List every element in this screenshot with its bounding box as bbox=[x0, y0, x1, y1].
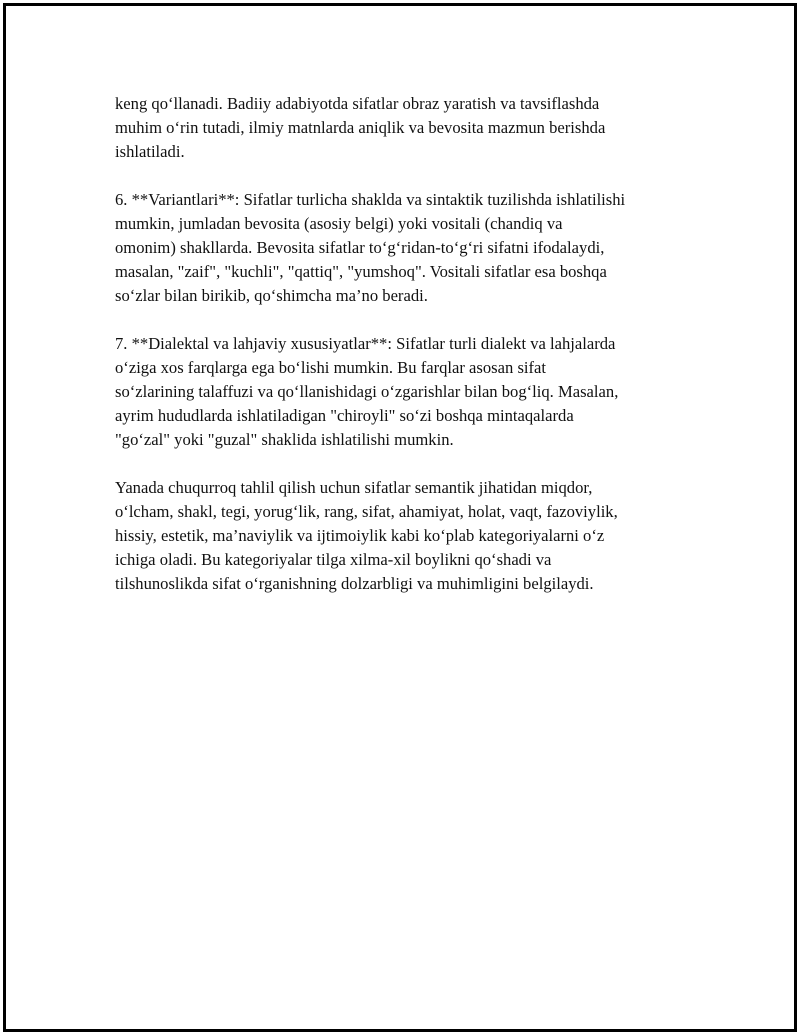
paragraph-dialects bbox=[115, 332, 705, 452]
text-line: 7. **Dialektal va lahjaviy xususiyatlar**: Sifatlar turli dialekt va lahjalarda bbox=[115, 334, 616, 353]
paragraph-conclusion bbox=[115, 476, 705, 596]
paragraph-usage bbox=[115, 92, 705, 164]
document-body bbox=[115, 92, 705, 620]
text-line: ishlatiladi. bbox=[115, 142, 185, 161]
text-line: ichiga oladi. Bu kategoriyalar tilga xilma-xil boylikni qo‘shadi va bbox=[115, 550, 552, 569]
text-line: omonim) shakllarda. Bevosita sifatlar to‘g‘ridan-to‘g‘ri sifatni ifodalaydi, bbox=[115, 238, 605, 257]
text-line: o‘ziga xos farqlarga ega bo‘lishi mumkin. Bu farqlar asosan sifat bbox=[115, 358, 547, 377]
text-line: so‘zlar bilan birikib, qo‘shimcha ma’no beradi. bbox=[115, 286, 428, 305]
text-line: muhim o‘rin tutadi, ilmiy matnlarda aniqlik va bevosita mazmun berishda bbox=[115, 118, 606, 137]
text-line: hissiy, estetik, ma’naviylik va ijtimoiylik kabi ko‘plab kategoriyalarni o‘z bbox=[115, 526, 605, 545]
text-line: ayrim hududlarda ishlatiladigan "chiroyli" so‘zi boshqa mintaqalarda bbox=[115, 406, 574, 425]
text-line: o‘lcham, shakl, tegi, yorug‘lik, rang, sifat, ahamiyat, holat, vaqt, fazoviylik, bbox=[115, 502, 618, 521]
text-line: keng qo‘llanadi. Badiiy adabiyotda sifatlar obraz yaratish va tavsiflashda bbox=[115, 94, 600, 113]
text-line: so‘zlarining talaffuzi va qo‘llanishidagi o‘zgarishlar bilan bog‘liq. Masalan, bbox=[115, 382, 619, 401]
text-line: mumkin, jumladan bevosita (asosiy belgi) yoki vositali (chandiq va bbox=[115, 214, 563, 233]
text-line: tilshunoslikda sifat o‘rganishning dolzarbligi va muhimligini belgilaydi. bbox=[115, 574, 594, 593]
text-line: 6. **Variantlari**: Sifatlar turlicha shaklda va sintaktik tuzilishda ishlatilishi bbox=[115, 190, 626, 209]
text-line: masalan, "zaif", "kuchli", "qattiq", "yumshoq". Vositali sifatlar esa boshqa bbox=[115, 262, 607, 281]
text-line: "go‘zal" yoki "guzal" shaklida ishlatilishi mumkin. bbox=[115, 430, 454, 449]
paragraph-variants bbox=[115, 188, 705, 308]
text-line: Yanada chuqurroq tahlil qilish uchun sifatlar semantik jihatidan miqdor, bbox=[115, 478, 593, 497]
